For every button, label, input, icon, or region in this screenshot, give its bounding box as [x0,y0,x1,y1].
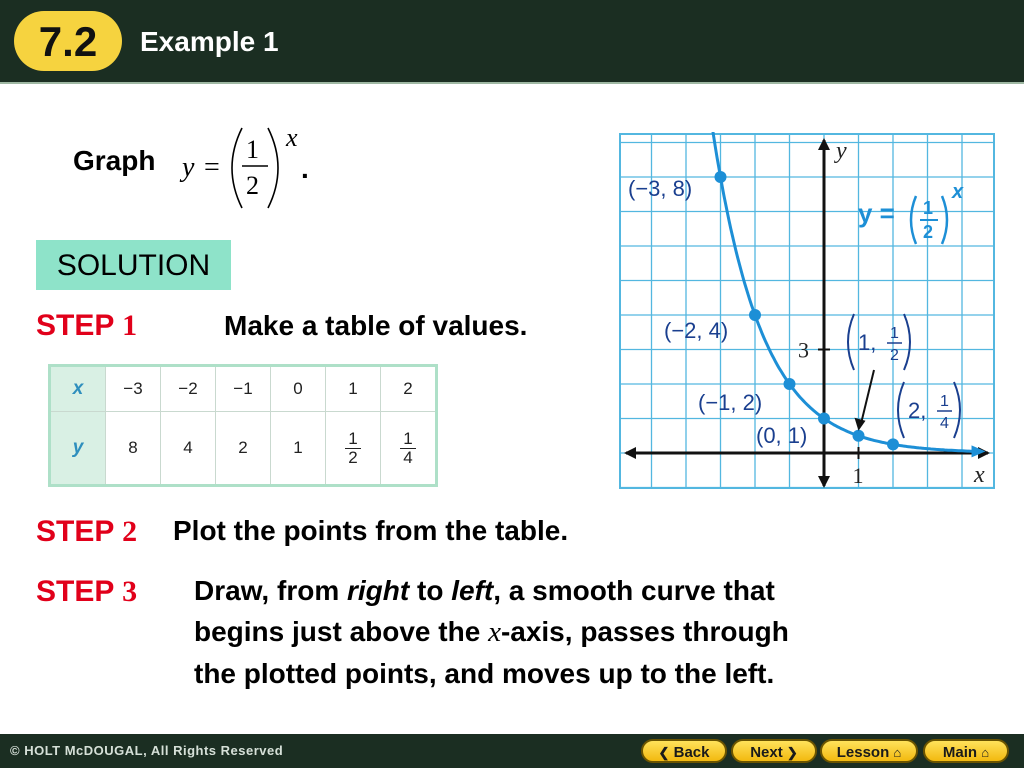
label-fraction-numerator: 1 [940,393,949,410]
data-point [784,378,796,390]
lesson-label: Lesson [836,744,890,761]
data-point [818,413,830,425]
data-point [853,430,865,442]
table-cell: 0 [271,366,326,412]
step-word: STEP [36,575,114,608]
step-number: 2 [122,515,138,548]
point-label: (−1, 2) [698,390,763,415]
equation-y: y [182,152,195,183]
x-axis-label: x [974,462,985,488]
step-1-text: Make a table of values. [224,310,528,341]
equation-label: y = [858,198,895,228]
step-3-emphasis-left: left [451,575,494,606]
label-coordinate: 2, [908,398,927,423]
fraction-denominator: 2 [348,447,358,467]
lesson-button[interactable] [820,739,918,763]
step-3-line-3: the plotted points, and moves up to the left. [194,658,775,689]
slide-title: Example 1 [140,26,279,57]
table-cell: 1 [326,366,381,412]
copyright-text: © HOLT McDOUGAL, All Rights Reserved [10,743,284,758]
fraction-denominator: 4 [403,447,413,467]
data-point [749,309,761,321]
x-tick-label: 1 [852,463,864,488]
chevron-left-icon: ❮ [658,745,670,760]
step-2-text: Plot the points from the table. [173,515,569,546]
right-paren [268,128,278,208]
step-word: STEP [36,309,114,342]
prompt-lead: Graph [73,145,156,176]
next-button[interactable] [731,739,817,763]
back-button[interactable] [641,739,727,763]
table-cell-fraction [381,412,437,486]
home-icon: ⌂ [981,745,990,760]
step-number: 1 [122,309,138,342]
table-cell: 4 [161,412,216,486]
base-denominator: 2 [246,171,259,200]
step-number: 3 [122,575,138,608]
equation-denominator: 2 [923,222,934,242]
values-table [48,364,438,487]
step-3-fragment: -axis, passes through [500,616,789,647]
home-icon: ⌂ [893,745,902,760]
step-3-label [36,575,137,609]
label-fraction-denominator: 2 [890,347,899,364]
table-cell: 8 [106,412,161,486]
main-button[interactable] [923,739,1009,763]
chevron-right-icon: ❯ [786,745,798,760]
y-header: y [50,412,106,486]
base-numerator: 1 [246,135,259,164]
table-row-y [50,412,437,486]
equation-period: . [301,153,309,184]
section-badge: 7.2 [14,11,122,71]
table-cell: 1 [271,412,326,486]
y-tick-label: 3 [798,337,809,363]
step-3-fragment: begins just above the [194,616,489,647]
data-point [715,171,727,183]
equation [0,0,360,220]
table-row-x [50,366,437,412]
table-cell: −3 [106,366,161,412]
fraction-numerator: 1 [345,430,360,449]
next-label: Next [750,744,783,761]
label-fraction-denominator: 4 [940,415,949,432]
step-3-fragment: , a smooth curve that [493,575,775,606]
table-cell: −1 [216,366,271,412]
step-3-x-variable: x [488,616,501,648]
data-point [887,438,899,450]
fraction-numerator: 1 [400,430,415,449]
solution-label: SOLUTION [36,240,231,290]
table-cell: −2 [161,366,216,412]
step-3-text [194,570,954,694]
footer-bar [0,734,1024,768]
table-cell: 2 [381,366,437,412]
label-coordinate: 1, [858,330,877,355]
main-label: Main [942,744,978,761]
left-paren [232,128,242,208]
step-3-fragment: to [409,575,452,606]
point-label: (−3, 8) [628,176,693,201]
label-fraction-numerator: 1 [890,325,899,342]
step-1-label [36,309,137,343]
back-label: Back [673,744,710,761]
step-2-label [36,515,137,549]
x-header: x [50,366,106,412]
exponent: x [286,123,298,152]
exponential-graph [618,132,998,492]
equation-exponent: x [952,181,964,203]
equation-equals: = [204,152,220,183]
table-cell: 2 [216,412,271,486]
y-axis-label: y [836,138,847,164]
step-3-fragment: Draw, from [194,575,347,606]
step-word: STEP [36,515,114,548]
step-3-emphasis-right: right [347,575,410,606]
equation-numerator: 1 [923,198,934,218]
table-cell-fraction [326,412,381,486]
point-label: (0, 1) [756,423,808,448]
point-label: (−2, 4) [664,318,729,343]
